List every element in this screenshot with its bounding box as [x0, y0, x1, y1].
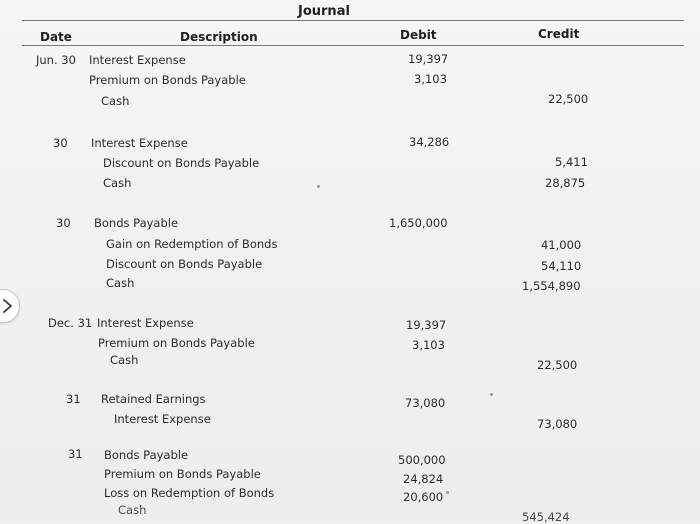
entry-credit: 54,110	[541, 259, 582, 273]
entry-description: Premium on Bonds Payable	[89, 73, 246, 87]
entry-date: 30	[56, 216, 71, 230]
entry-description: Bonds Payable	[104, 448, 189, 462]
header-description: Description	[180, 30, 258, 44]
entry-date: 30	[53, 136, 68, 150]
entry-debit: 73,080	[405, 396, 446, 410]
entry-description: Cash	[101, 94, 130, 108]
scan-speck	[490, 393, 493, 396]
entry-description: Discount on Bonds Payable	[103, 156, 260, 170]
chevron-right-icon	[2, 298, 14, 314]
entry-description: Cash	[106, 276, 135, 290]
entry-credit: 28,875	[545, 176, 586, 190]
entry-credit: 5,411	[555, 155, 588, 169]
entry-description: Gain on Redemption of Bonds	[106, 237, 278, 251]
entry-description: Cash	[118, 503, 147, 517]
entry-debit: 24,824	[403, 472, 444, 486]
entry-description: Interest Expense	[91, 136, 188, 150]
header-rule	[22, 45, 684, 46]
entry-credit: 73,080	[537, 417, 578, 431]
journal-title: Journal	[298, 4, 350, 19]
entry-date: 31	[68, 447, 83, 461]
entry-debit: 20,600	[403, 490, 444, 504]
entry-description: Cash	[110, 353, 139, 367]
entry-description: Retained Earnings	[101, 392, 206, 406]
entry-description: Interest Expense	[114, 412, 211, 426]
entry-description: Premium on Bonds Payable	[98, 336, 255, 350]
top-rule	[22, 20, 684, 21]
entry-date: Jun. 30	[36, 53, 76, 67]
entry-debit: 19,397	[406, 318, 447, 332]
entry-credit: 41,000	[541, 238, 582, 252]
entry-credit: 22,500	[548, 92, 589, 106]
entry-debit: 1,650,000	[389, 216, 448, 230]
entry-debit: 19,397	[408, 52, 449, 66]
entry-credit: 1,554,890	[522, 279, 581, 293]
entry-debit: 3,103	[414, 72, 447, 86]
entry-debit: 34,286	[409, 135, 450, 149]
scan-speck	[446, 491, 449, 494]
entry-description: Premium on Bonds Payable	[104, 467, 261, 481]
scan-speck	[317, 185, 320, 188]
header-date: Date	[40, 30, 72, 44]
entry-credit: 22,500	[537, 358, 578, 372]
entry-credit: 545,424	[522, 510, 570, 524]
entry-description: Interest Expense	[89, 53, 186, 67]
entry-description: Interest Expense	[97, 316, 194, 330]
header-credit: Credit	[538, 27, 580, 41]
entry-description: Cash	[103, 176, 132, 190]
entry-description: Discount on Bonds Payable	[106, 257, 263, 271]
entry-debit: 3,103	[412, 338, 445, 352]
entry-date: Dec. 31	[48, 316, 93, 330]
header-debit: Debit	[400, 28, 437, 42]
entry-debit: 500,000	[398, 453, 446, 467]
entry-date: 31	[66, 392, 81, 406]
entry-description: Loss on Redemption of Bonds	[104, 486, 275, 500]
entry-description: Bonds Payable	[94, 216, 179, 230]
